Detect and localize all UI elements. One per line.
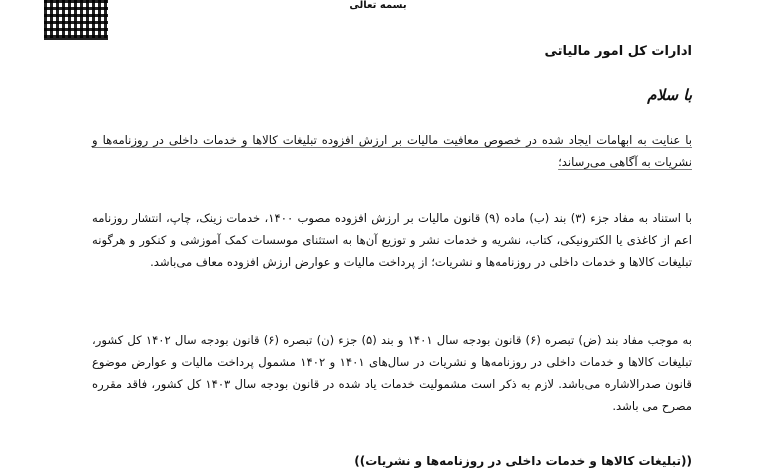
bismillah: بسمه تعالی — [349, 0, 407, 11]
qr-code — [44, 0, 108, 40]
paragraph-intro: با عنایت به ابهامات ایجاد شده در خصوص معافیت مالیات بر ارزش افزوده تبلیغات کالاها و خدمات داخلی در روزنامه‌ها و نشریات به آگاهی می‌رساند؛ — [92, 133, 692, 169]
paragraph-budget-law: به موجب مفاد بند (ض) تبصره (۶) قانون بودجه سال ۱۴۰۱ و بند (۵) جزء (ن) تبصره (۶) قانون بودجه سال ۱۴۰۲ کل کشور، تبلیغات کالاها و خدمات داخلی در روزنامه‌ها و نشریات در سال‌های ۱۴۰۱ و ۱۴۰۲ مشمول پرداخت مالیات و عوارض موضوع قانون صدرالاشاره می‌باشد. لازم به ذکر است مشمولیت خدمات یاد شده در قانون بودجه سال ۱۴۰۳ کل کشور، فاقد مقرره مصرح می باشد. — [92, 333, 692, 413]
paragraph-vat-exemption: با استناد به مفاد جزء (۳) بند (ب) ماده (۹) قانون مالیات بر ارزش افزوده مصوب ۱۴۰۰، خدمات زینک، چاپ، انتشار روزنامه اعم از کاغذی یا الکترونیکی، کتاب، نشریه و خدمات نشر و توزیع آن‌ها به استثنای موسسات کمک آموزشی و کنکور و هرگونه تبلیغات کالاها و خدمات داخلی در روزنامه‌ها و نشریات؛ از پرداخت مالیات و عوارض ارزش افزوده معاف می‌باشد. — [92, 211, 692, 269]
addressee: ادارات کل امور مالیاتی — [544, 44, 692, 59]
greeting: با سلام — [647, 86, 692, 104]
letterhead-heading — [450, 0, 580, 14]
paragraph-cutoff: ((تبلیغات کالاها و خدمات داخلی در روزنامه‌ها و نشریات)) — [354, 454, 692, 468]
